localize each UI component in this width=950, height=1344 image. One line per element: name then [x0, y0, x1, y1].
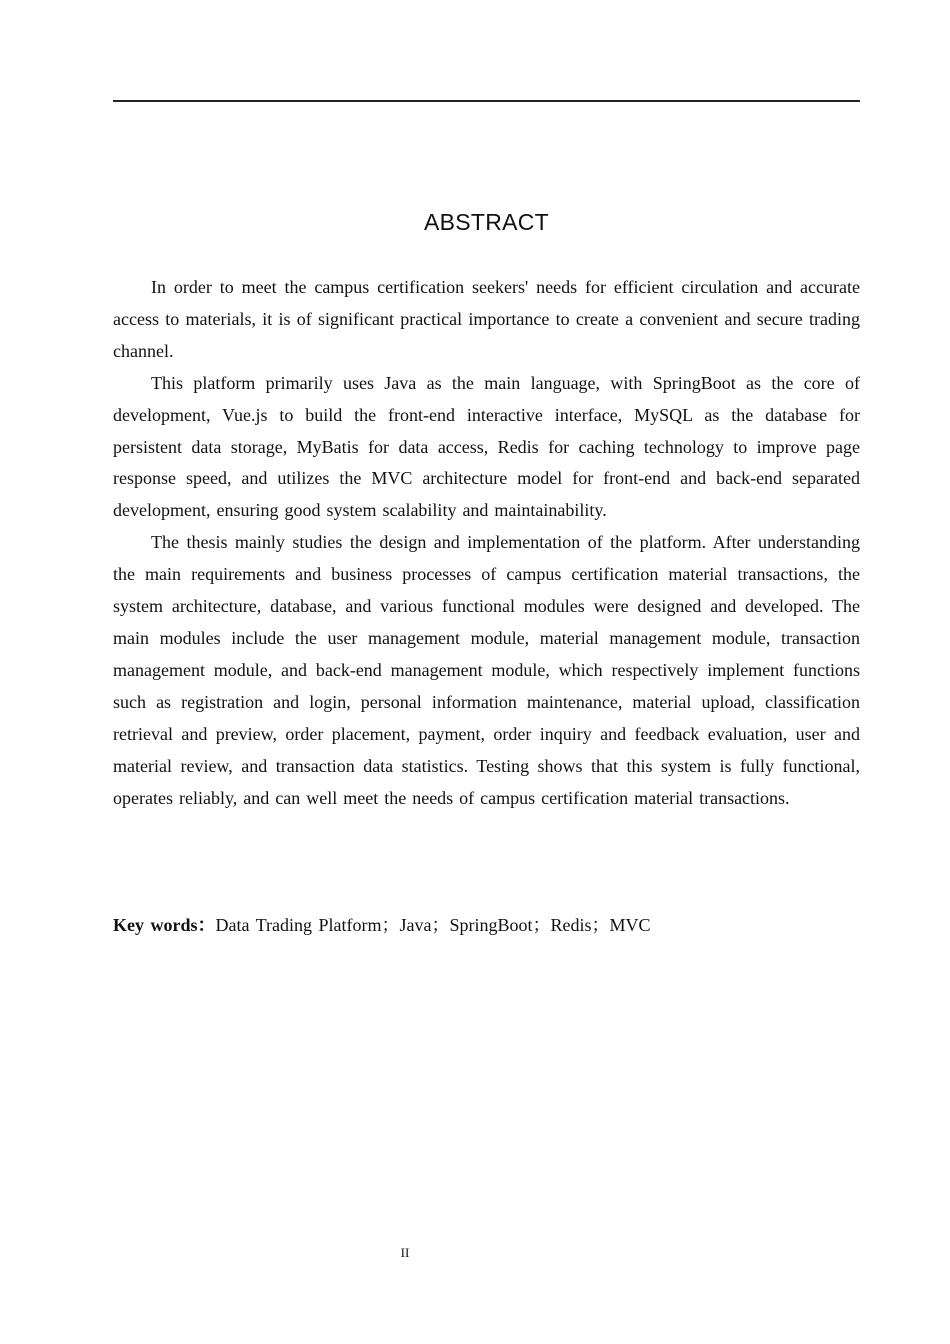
abstract-body — [113, 272, 860, 814]
page-number: II — [400, 1245, 410, 1260]
abstract-paragraph-3: The thesis mainly studies the design and implementation of the platform. After understanding the main requirements and business processes of campus certification material transactions, the system architecture, database, and various functional modules were designed and developed. The main modules include the user management module, material management module, transaction management module, and back-end management module, which respectively implement functions such as registration and login, personal information maintenance, material upload, classification retrieval and preview, order placement, payment, order inquiry and feedback evaluation, user and material review, and transaction data statistics. Testing shows that this system is fully functional, operates reliably, and can well meet the needs of campus certification material transactions. — [113, 532, 860, 808]
keywords-text: Data Trading Platform；Java；SpringBoot；Redis；MVC — [215, 915, 651, 935]
abstract-paragraph-2: This platform primarily uses Java as the main language, with SpringBoot as the core of development, Vue.js to build the front-end interactive interface, MySQL as the database for persistent data storage, MyBatis for data access, Redis for caching technology to improve page response speed, and utilizes the MVC architecture model for front-end and back-end separated development, ensuring good system scalability and maintainability. — [113, 372, 860, 521]
abstract-title: ABSTRACT — [423, 209, 550, 235]
keywords-line — [113, 910, 860, 941]
abstract-paragraph-1: In order to meet the campus certification seekers' needs for efficient circulation and accurate access to materials, it is of significant practical importance to create a convenient and secure trading channel. — [113, 277, 860, 361]
header-rule — [113, 100, 860, 102]
keywords-label: Key words： — [113, 915, 216, 935]
